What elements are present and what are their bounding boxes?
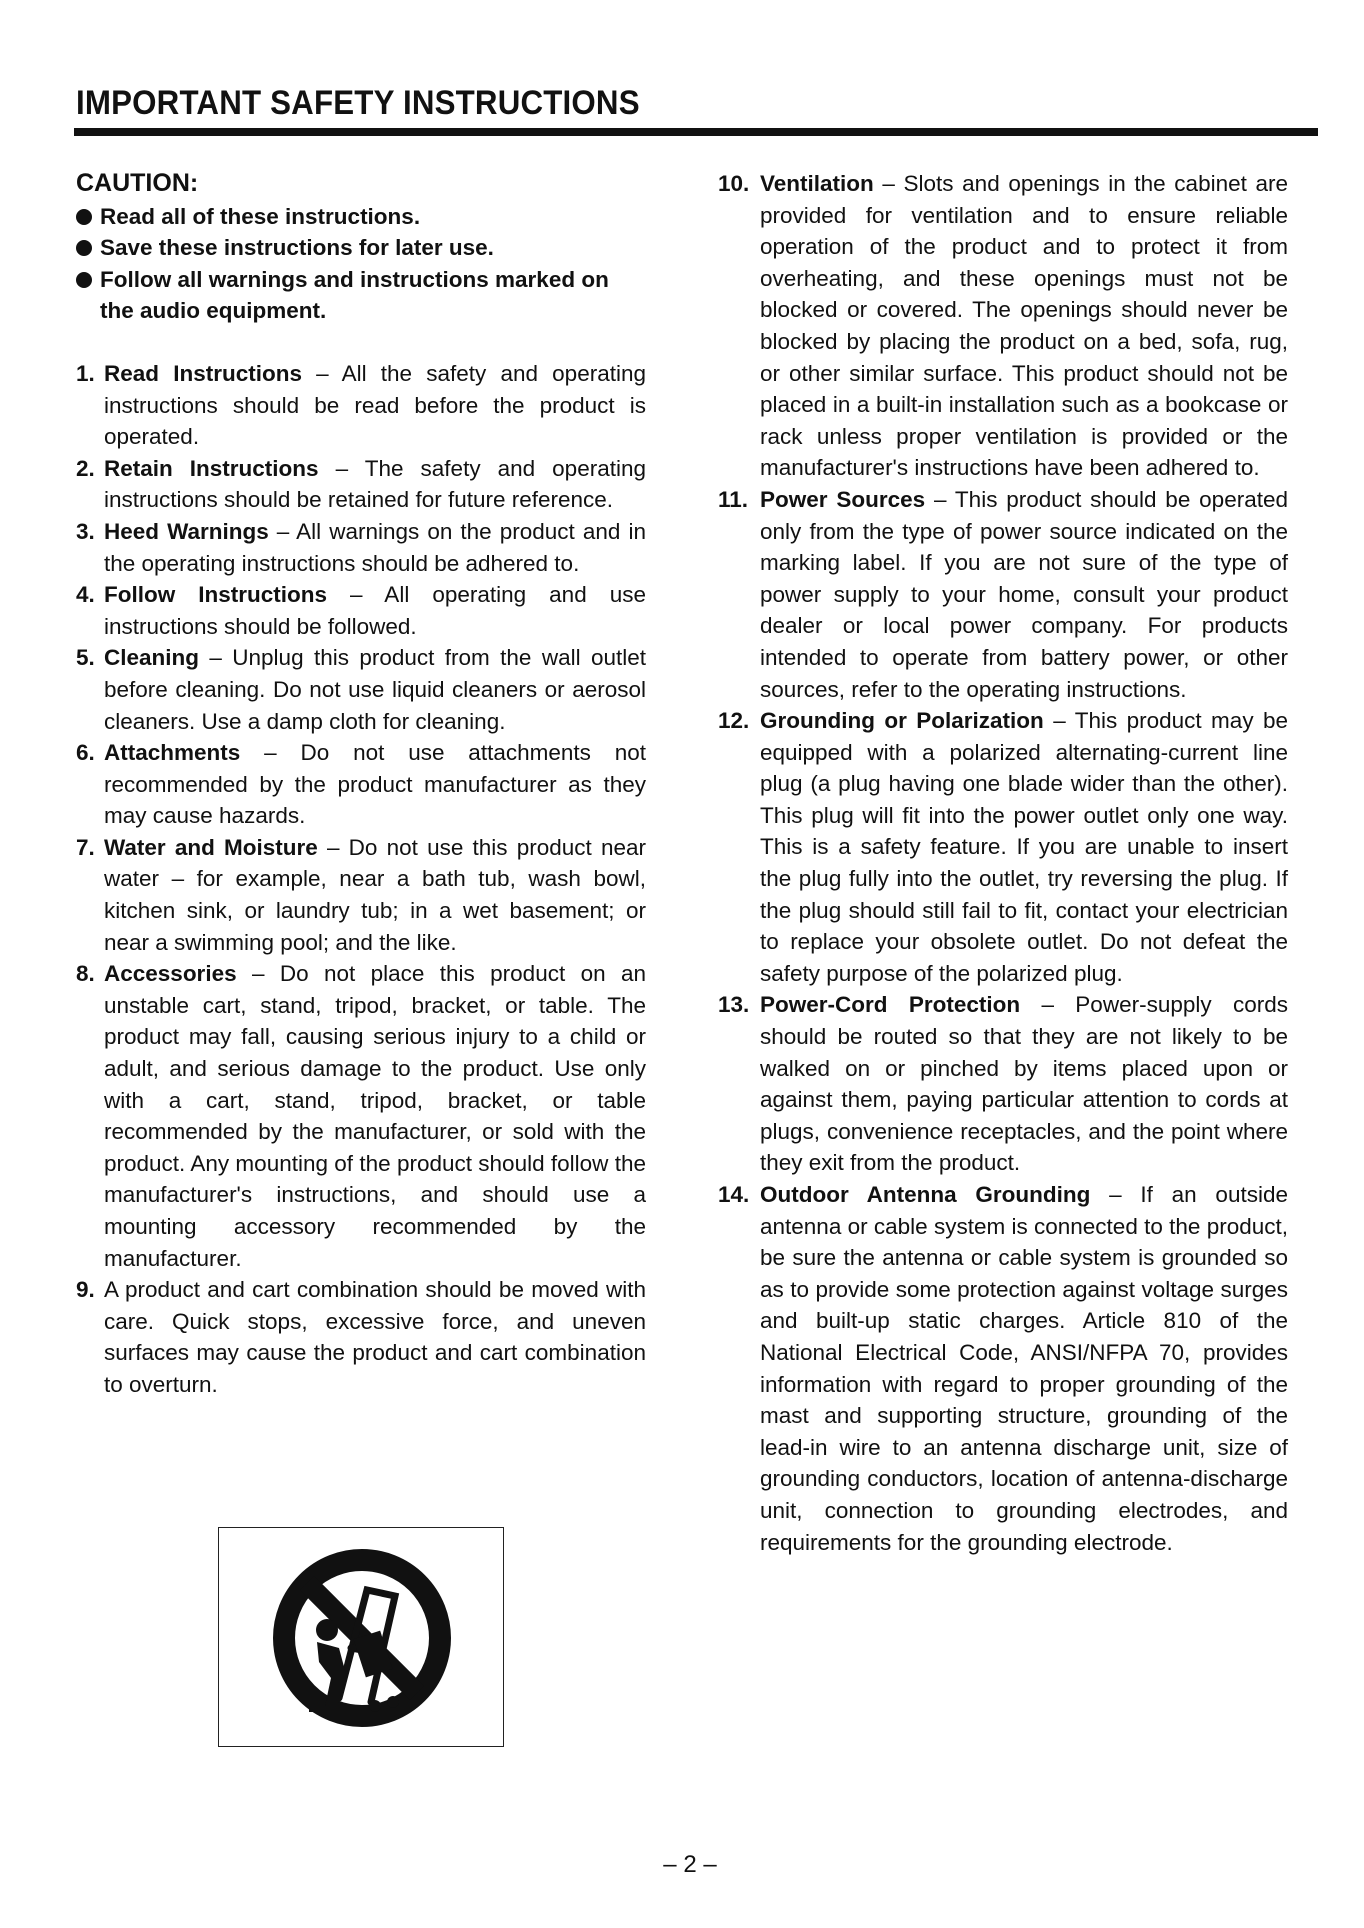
instruction-item	[718, 989, 1288, 1179]
item-heading: Water and Moisture	[104, 834, 318, 860]
page-title: IMPORTANT SAFETY INSTRUCTIONS	[76, 84, 640, 122]
item-number: 6.	[76, 740, 95, 766]
item-text: – This product should be operated only from the type of power source indicated on the marking label. If you are not sure of the type of power supply to your home, consult your product dealer or local power company. For products intended to operate from battery power, or other sources, refer to the operating instructions.	[760, 486, 1288, 702]
item-number: 8.	[76, 961, 95, 987]
item-text: – All the safety and operating instructions should be read before the product is operated.	[104, 360, 646, 450]
instruction-item	[76, 958, 646, 1274]
bullet-dot-icon	[76, 272, 92, 288]
item-text: – This product may be equipped with a polarized alternating-current line plug (a plug having one blade wider than the other). This plug will fit into the power outlet only one way. This is a safety feature. If you are unable to insert the plug fully into the outlet, try reversing the plug. If the plug should still fail to fit, contact your electrician to replace your obsolete outlet. Do not defeat the safety purpose of the polarized plug.	[760, 708, 1288, 986]
item-number: 4.	[76, 582, 95, 608]
item-heading: Read Instructions	[104, 360, 302, 386]
item-text: – All warnings on the product and in the operating instructions should be adhered to.	[104, 518, 646, 576]
instruction-item	[76, 516, 646, 579]
left-column	[76, 168, 646, 1401]
item-heading: Cleaning	[104, 645, 200, 671]
item-number: 1.	[76, 360, 95, 386]
caution-bullet-text: Save these instructions for later use.	[100, 235, 494, 261]
instruction-item	[76, 1274, 646, 1400]
item-text: A product and cart combination should be moved with care. Quick stops, excessive force, and uneven surfaces may cause the product and cart combination to overturn.	[104, 1277, 646, 1397]
caution-bullet	[76, 232, 646, 264]
instruction-item	[76, 358, 646, 453]
page-number: – 2 –	[663, 1851, 717, 1878]
item-number: 14.	[718, 1182, 750, 1207]
item-number: 2.	[76, 455, 95, 481]
item-text: – Unplug this product from the wall outlet before cleaning. Do not use liquid cleaners or aerosol cleaners. Use a damp cloth for cleaning.	[104, 645, 646, 734]
caution-bullet-text: Read all of these instructions.	[100, 203, 421, 229]
item-number: 11.	[718, 486, 749, 512]
item-text: – If an outside antenna or cable system is connected to the product, be sure the antenna or cable system is grounded so as to provide some protection against voltage surges and built-up static charges. Article 810 of the National Electrical Code, ANSI/NFPA 70, provides information with regard to proper grounding of the mast and supporting structure, grounding of the lead-in wire to an antenna discharge unit, size of grounding conductors, location of antenna-discharge unit, connection to grounding electrodes, and requirements for the grounding electrode.	[760, 1182, 1288, 1555]
item-text: – Slots and openings in the cabinet are provided for ventilation and to ensure reliable operation of the product and to protect it from overheating, and these openings must not be blocked or covered. The openings should never be blocked by placing the product on a bed, sofa, rug, or other similar surface. This product should not be placed in a built-in installation such as a bookcase or rack unless proper ventilation is provided or the manufacturer's instructions have been adhered to.	[760, 171, 1288, 481]
instruction-item	[76, 737, 646, 832]
caution-bullet	[76, 201, 646, 233]
instruction-item	[718, 1179, 1288, 1558]
item-number: 5.	[76, 645, 95, 671]
item-number: 13.	[718, 992, 750, 1018]
instruction-item	[76, 453, 646, 516]
item-number: 12.	[718, 708, 750, 734]
item-heading: Ventilation	[760, 171, 874, 196]
item-heading: Power Sources	[760, 486, 926, 512]
item-text: – Power-supply cords should be routed so that they are not likely to be walked on or pinched by items placed upon or against them, paying particular attention to cords at plugs, convenience receptacles, and the point where they exit from the product.	[760, 992, 1288, 1176]
caution-heading: CAUTION:	[76, 169, 199, 197]
item-text: – Do not use this product near water – for example, near a bath tub, wash bowl, kitchen sink, or laundry tub; in a wet basement; or near a swimming pool; and the like.	[104, 834, 646, 955]
bullet-dot-icon	[76, 209, 92, 225]
instruction-item	[718, 705, 1288, 989]
item-number: 10.	[718, 171, 750, 196]
instruction-item	[76, 642, 646, 737]
cart-warning-box	[218, 1527, 504, 1747]
caution-bullet-text: Follow all warnings and instructions marked on the audio equipment.	[100, 266, 609, 324]
instruction-item	[76, 832, 646, 958]
item-heading: Follow Instructions	[104, 582, 328, 608]
caution-bullet	[76, 264, 646, 327]
item-number: 3.	[76, 518, 95, 544]
title-rule	[74, 128, 1318, 136]
item-text: – All operating and use instructions should be followed.	[104, 582, 646, 639]
instruction-item	[718, 484, 1288, 705]
cart-tipover-warning-icon	[267, 1538, 457, 1738]
item-heading: Grounding or Polarization	[760, 708, 1044, 734]
item-number: 7.	[76, 834, 95, 860]
item-number: 9.	[76, 1277, 95, 1303]
item-heading: Attachments	[104, 740, 241, 766]
item-heading: Retain Instructions	[104, 455, 319, 481]
item-text: – Do not place this product on an unstable cart, stand, tripod, bracket, or table. The product may fall, causing serious injury to a child or adult, and serious damage to the product. Use only with a cart, stand, tripod, bracket, or table recommended by the manufacturer, or sold with the product. Any mounting of the product should follow the manufacturer's instructions, and should use a mounting accessory recommended by the manufacturer.	[104, 961, 646, 1271]
spacer	[76, 327, 646, 358]
item-heading: Power-Cord Protection	[760, 992, 1021, 1018]
item-heading: Heed Warnings	[104, 518, 269, 544]
instruction-item	[76, 579, 646, 642]
item-text: – Do not use attachments not recommended by the product manufacturer as they may cause hazards.	[104, 740, 646, 829]
item-heading: Accessories	[104, 961, 237, 987]
item-heading: Outdoor Antenna Grounding	[760, 1182, 1091, 1207]
instruction-item	[718, 168, 1288, 484]
item-text: – The safety and operating instructions should be retained for future reference.	[104, 455, 646, 513]
right-column	[718, 168, 1288, 1558]
bullet-dot-icon	[76, 240, 92, 256]
